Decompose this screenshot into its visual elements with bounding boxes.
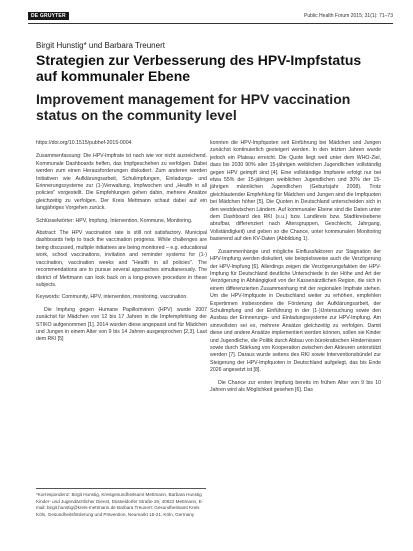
left-column — [36, 140, 207, 344]
abstract-english: Abstract: The HPV vaccination rate is still not satisfactory. Municipal dashboards help to track the vaccination progress. While challenges are being discussed, multiple initiatives are being monitored – e.g. educational work, school vaccinations, invitation and reminder systems for (1-) vaccination, vaccination weeks and "Health in all policies". The recommendations are to pursue several approaches simultaneously. The district of Mettmann can look back on a long-proven procedure in these subjects. — [36, 230, 207, 288]
title-german: Strategien zur Verbesserung des HPV-Impfstatus auf kommunaler Ebene — [36, 52, 362, 84]
summary-german: Zusammenfassung: Die HPV-Impfrate ist nach wie vor nicht ausreichend. Kommunale Dashboards helfen, das Impfgeschehen zu verfolgen. Dabei werden zum einen Herausforderungen diskutiert. Zum anderen werden Initiativen wie Aufklärungsarbeit, Schulimpfungen, Einladungs- und Erinnerungssysteme zur (1-)Verwaltung, Impfwochen und „Health in all policies" vorgestellt. Die Empfehlungen gehen dahin, mehrere Ansätze gleichzeitig zu verfolgen. Der Kreis Mettmann schaut dabei auf ein langjähriges Vorgehen zurück. — [36, 153, 207, 212]
intro-paragraph: Die Impfung gegen Humane Papillomviren (HPV) wurde 2007 zunächst für Mädchen von 12 bis 17 Jahren in die Impfempfehlung der STIKO aufgenommen [1]. 2014 wurden diese angepasst und für Mädchen und Jungen in einem Alter von 9 bis 14 Jahren ausgesprochen [2,3]. Laut dem RKI [5] — [36, 306, 207, 343]
doi-link[interactable]: https://doi.org/10.1515/pubhef-2015-0004 — [36, 140, 132, 146]
keywords-german: Schlüsselwörter: HPV, Impfung, Intervention, Kommune, Monitoring. — [36, 217, 193, 224]
body-paragraph-3: Die Chance zur ersten Impfung bereits im frühen Alter von 9 bis 10 Jahren wird als Möglichkeit gesehen [6]. Das — [210, 379, 381, 393]
publisher-logo-text: DE GRUYTER — [28, 12, 69, 20]
page-header — [28, 10, 393, 24]
correspondence-footnote: *Korrespondenz: Birgit Hunstig, Kreisgesundheitsamt Mettmann, Barbara Hunstig Kinder- und Jugendärztlicher Dienst, Düsseldorfer Straße 26, 40822 Mettmann, E-mail: birgit.hunstig@kreis-mettmann.de Barbara Treunert: Gesundheitsamt Kreis Köln, Gesundheitsförderung und Prävention, Neumarkt 15-21, Köln, Germany — [36, 488, 206, 518]
title-english: Improvement management for HPV vaccination status on the community level — [36, 91, 351, 123]
authors: Birgit Hunstig* und Barbara Treunert — [36, 41, 165, 50]
right-column — [210, 140, 381, 399]
body-paragraph-1: konnten die HPV-Impfquoten seit Einführung bei Mädchen und Jungen zunächst kontinuierlich gesteigert werden. In den letzten Jahren wurde jedoch ein Plateau erreicht. Die Quote liegt weit unter dem WHO-Ziel, dass bis 2030 90% aller 15-jährigen weiblichen Jugendlichen vollständig gegen HPV geimpft sind [4]. Eine vollständige Impfserie erfolgt nur bei etwa 55% der 15-jährigen weiblichen Jugendlichen und 30% der 15-jährigen männlichen Jugendlichen (Geburtsjahr 2008). Trotz gleichlautender Empfehlung für Mädchen und Jungen sind die Impfquoten bei Mädchen höher [5]. Die Quoten in Deutschland unterscheiden sich in den westdeutschen Ländern. Auf kommunaler Ebene sind die Daten unter dem Dashboard des RKI (s.u.) bzw. Landkreis bzw. Stadtkreisebene abrufbar, differenziert nach Altersgruppen, Geschlecht, Jahrgang, Vollständigkeit) und geben so die Chance, unter kommunalen Monitoring basierend auf den KV-Daten (Abbildung 1). — [210, 140, 381, 243]
body-paragraph-2: Zusammenhänge und mögliche Einflussfaktoren zur Stagnation der HPV-Impfung werden diskutiert, wie beispielsweise auch die Verzögerung der HPV-Impfung [6]. Allerdings zeigen die Verzögerungsfakten der HPV-Impfung für Deutschland deutliche Unterschiede in der Höhe und Art der Verzögerung in Abhängigkeit von der Kassenärztlichen Region, die sich in einem differenzierten Zusammenhang mit der regionalen Impfrate stehen. Um die HPV-Impfquote in Deutschland weiter zu erhöhen, empfehlen Expertinnen insbesondere die Förderung der Aufklärungsarbeit, der Schulimpfung und der Einführung in der (1-)Untersuchung sowie den Ausbau der Erinnerungs- und Einladungssysteme zur HPV-Impfung. Am sinnvollsten sei es, mehrere Ansätze gleichzeitig zu verfolgen. Damit diese und andere Ansätze implementiert werden können, sollen sie Kinder und Jugendliche, die Politik durch Abbau von bürokratischen Hindernissen sowie durch Stärkung von Kooperation zwischen den Akteuren unterstützt werden [7]. Daraus wurde seitens des RKI sowie Interventionsbündel zur Steigerung der HPV-Impfquoten in Deutschland aufgelegt, das bis Ende 2026 angesetzt ist [8]. — [210, 248, 381, 374]
keywords-english: Keywords: Community, HPV, intervention, monitoring, vaccination. — [36, 294, 188, 301]
publisher-logo — [28, 12, 69, 20]
journal-citation: Public Health Forum 2015; 31(1): 71–73 — [304, 13, 393, 19]
